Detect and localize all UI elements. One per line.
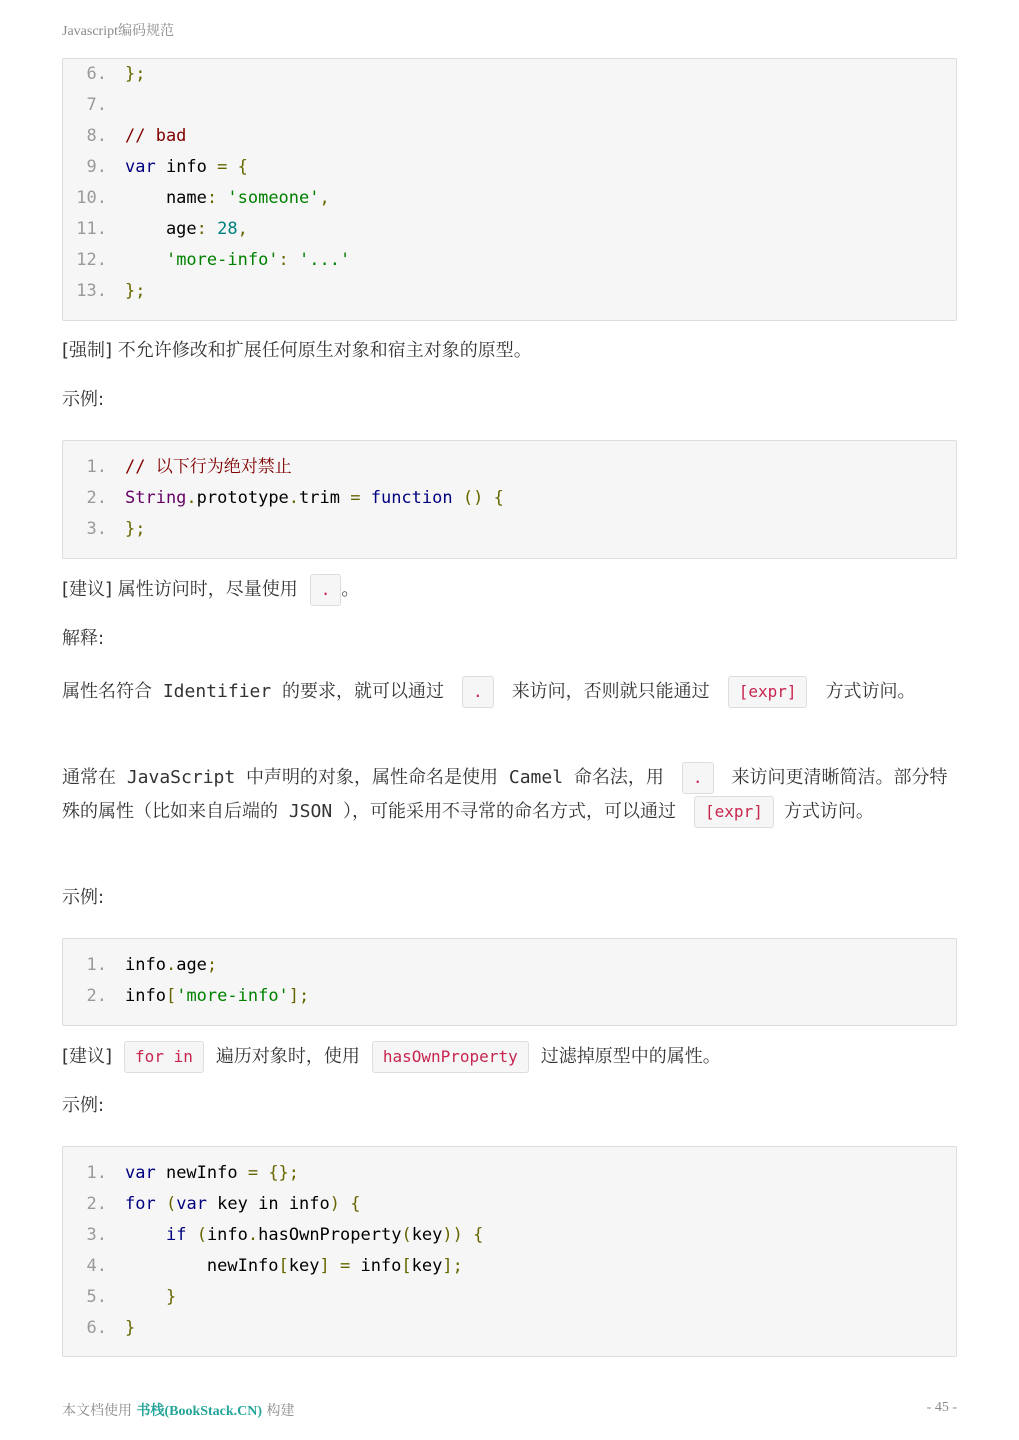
code-text: var info = { xyxy=(125,157,248,177)
line-number: 11. xyxy=(76,219,107,239)
rule-suffix: 过滤掉原型中的属性。 xyxy=(540,1046,721,1067)
line-number: 1. xyxy=(86,1163,107,1183)
inline-code: [expr] xyxy=(728,676,808,708)
code-line xyxy=(63,1189,956,1220)
inline-code: . xyxy=(310,574,342,606)
inline-code: [expr] xyxy=(694,796,774,828)
code-text: String.prototype.trim = function () { xyxy=(125,488,504,508)
line-number: 7. xyxy=(86,95,107,115)
code-line xyxy=(63,90,956,121)
footer-credit xyxy=(62,1400,295,1420)
line-number: 6. xyxy=(86,1318,107,1338)
code-line xyxy=(63,1251,956,1282)
code-text: }; xyxy=(125,281,146,301)
line-number: 5. xyxy=(86,1287,107,1307)
code-line xyxy=(63,1282,956,1313)
line-number: 13. xyxy=(76,281,107,301)
text: 来访问，否则就只能通过 xyxy=(511,681,710,702)
code-text: 'more-info': '...' xyxy=(165,250,351,270)
inline-term: Identifier xyxy=(152,681,283,702)
line-number: 8. xyxy=(86,126,107,146)
code-text: }; xyxy=(125,519,146,539)
rule-prefix: [建议] 属性访问时，尽量使用 xyxy=(62,579,298,600)
code-line xyxy=(63,452,956,483)
code-line xyxy=(63,950,956,981)
code-line xyxy=(63,483,956,514)
code-text: } xyxy=(125,1318,136,1338)
line-number: 3. xyxy=(86,519,107,539)
inline-code: . xyxy=(682,762,714,794)
line-number: 6. xyxy=(86,64,107,84)
code-line xyxy=(63,514,956,545)
code-line xyxy=(63,1158,956,1189)
code-line xyxy=(63,152,956,183)
explain-label: 解释: xyxy=(62,628,105,649)
footer-prefix: 本文档使用 xyxy=(62,1403,137,1419)
code-text: } xyxy=(165,1287,177,1307)
line-number: 4. xyxy=(86,1256,107,1276)
code-text: var newInfo = {}; xyxy=(125,1163,300,1183)
line-number: 3. xyxy=(86,1225,107,1245)
code-line xyxy=(63,245,956,276)
rule-suffix: 。 xyxy=(341,579,360,600)
code-text: newInfo[key] = info[key]; xyxy=(125,1256,463,1276)
line-number: 2. xyxy=(86,1194,107,1214)
text: 通常在 xyxy=(62,767,116,788)
example-label: 示例: xyxy=(62,1095,105,1116)
code-text: name: 'someone', xyxy=(125,188,330,208)
code-block xyxy=(62,440,957,559)
rule-prefix: [建议] xyxy=(62,1046,113,1067)
page-number: - 45 - xyxy=(926,1400,957,1415)
line-number: 10. xyxy=(76,188,107,208)
inline-term: JavaScript xyxy=(116,767,247,788)
code-text: age: 28, xyxy=(125,219,248,239)
line-number: 2. xyxy=(86,488,107,508)
text: ），可能采用不寻常的命名方式，可以通过 xyxy=(343,801,677,822)
text: 属性名符合 xyxy=(62,681,152,702)
code-text: info.age; xyxy=(125,955,218,975)
inline-code: . xyxy=(462,676,494,708)
document-header-title: Javascript编码规范 xyxy=(62,24,174,39)
code-line xyxy=(63,183,956,214)
inline-term: JSON xyxy=(278,801,344,822)
code-line xyxy=(63,121,956,152)
text: 方式访问。 xyxy=(783,801,874,822)
inline-code: for in xyxy=(124,1041,204,1073)
line-number: 2. xyxy=(86,986,107,1006)
text: 中声明的对象，属性命名是使用 xyxy=(246,767,499,788)
code-text: // bad xyxy=(125,126,187,146)
example-label: 示例: xyxy=(62,389,105,410)
example-label: 示例: xyxy=(62,887,105,908)
code-block xyxy=(62,58,957,321)
code-line xyxy=(63,1313,956,1344)
line-number: 9. xyxy=(86,157,107,177)
code-text: for (var key in info) { xyxy=(125,1194,361,1214)
line-number: 1. xyxy=(86,955,107,975)
code-text: info['more-info']; xyxy=(125,986,310,1006)
text: 来访问更清晰简洁。部分特殊的属性（比如来自后端的 xyxy=(62,767,948,822)
code-line xyxy=(63,1220,956,1251)
explain-paragraph xyxy=(62,675,957,709)
inline-code: hasOwnProperty xyxy=(372,1041,529,1073)
rule-text xyxy=(62,573,957,607)
text: 遍历对象时，使用 xyxy=(215,1046,360,1067)
line-number: 12. xyxy=(76,250,107,270)
rule-text: [强制] 不允许修改和扩展任何原生对象和宿主对象的原型。 xyxy=(62,340,532,361)
line-number: 1. xyxy=(86,457,107,477)
footer-suffix: 构建 xyxy=(262,1403,295,1419)
code-text: // 以下行为绝对禁止 xyxy=(125,457,292,477)
code-line xyxy=(63,59,956,90)
code-block xyxy=(62,938,957,1026)
rule-text xyxy=(62,1040,957,1074)
text: 的要求，就可以通过 xyxy=(282,681,445,702)
explain-paragraph xyxy=(62,761,957,829)
code-block xyxy=(62,1146,957,1357)
bookstack-link[interactable]: 书栈(BookStack.CN) xyxy=(136,1404,263,1419)
inline-term: Camel xyxy=(498,767,574,788)
code-text: if (info.hasOwnProperty(key)) { xyxy=(165,1225,484,1245)
code-text: }; xyxy=(125,64,146,84)
code-line xyxy=(63,214,956,245)
text: 命名法，用 xyxy=(573,767,664,788)
text: 方式访问。 xyxy=(825,681,916,702)
code-line xyxy=(63,981,956,1012)
code-line xyxy=(63,276,956,307)
